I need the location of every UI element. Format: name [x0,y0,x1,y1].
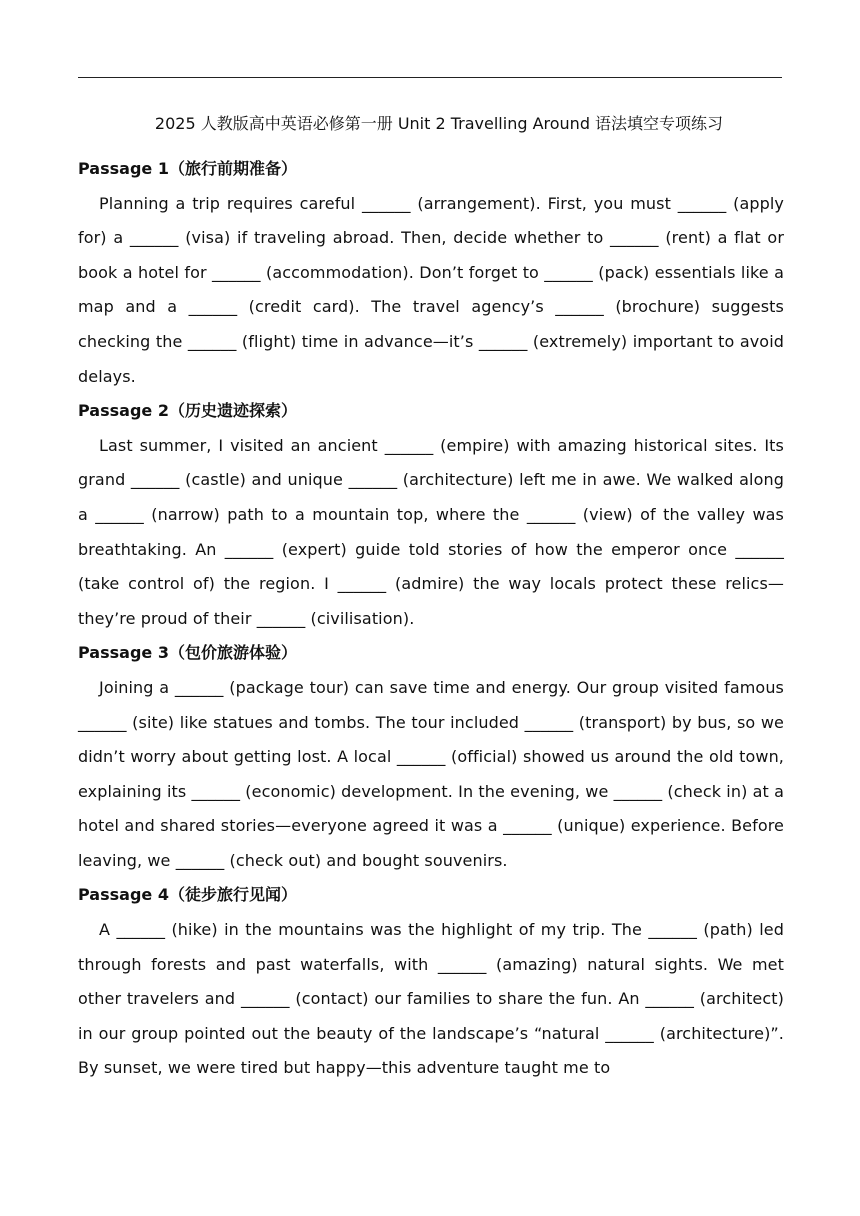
document-title: 2025 人教版高中英语必修第一册 Unit 2 Travelling Around 语法填空专项练习 [154,114,724,133]
header-rule [78,77,782,78]
passage-1 [78,152,784,394]
document-content [78,112,784,1086]
passage-3-heading: Passage 3（包价旅游体验） [78,643,297,663]
passage-2 [78,394,784,636]
passage-1-text: Planning a trip requires careful ______ (arrangement). First, you must ______ (apply for) a ______ (visa) if traveling abroad. Then, decide whether to ______ (rent) a flat or book a hotel for ______ (accommodation). Don’t forget to ______ (pack) essentials like a map and a ______ (credit card). The travel agency’s ______ (brochure) suggests checking the ______ (flight) time in advance—it’s ______ (extremely) important to avoid delays. [78,193,784,386]
passage-2-text: Last summer, I visited an ancient ______ (empire) with amazing historical sites. Its grand ______ (castle) and unique ______ (architecture) left me in awe. We walked along a ______ (narrow) path to a mountain top, where the ______ (view) of the valley was breathtaking. An ______ (expert) guide told stories of how the emperor once ______ (take control of) the region. I ______ (admire) the way locals protect these relics—they’re proud of their ______ (civilisation). [78,435,784,628]
passage-4-text: A ______ (hike) in the mountains was the highlight of my trip. The ______ (path) led through forests and past waterfalls, with ______ (amazing) natural sights. We met other travelers and ______ (contact) our families to share the fun. An ______ (architect) in our group pointed out the beauty of the landscape’s “natural ______ (architecture)”. By sunset, we were tired but happy—this adventure taught me to [78,920,784,1078]
passage-4-heading: Passage 4（徒步旅行见闻） [78,885,297,905]
passage-4 [78,878,784,1086]
passage-3-text: Joining a ______ (package tour) can save time and energy. Our group visited famous ______ (site) like statues and tombs. The tour included ______ (transport) by bus, so we didn’t worry about getting lost. A local ______ (official) showed us around the old town, explaining its ______ (economic) development. In the evening, we ______ (check in) at a hotel and shared stories—everyone agreed it was a ______ (unique) experience. Before leaving, we ______ (check out) and bought souvenirs. [78,677,784,870]
passage-1-heading: Passage 1（旅行前期准备） [78,159,297,178]
passage-3 [78,636,784,878]
passage-2-heading: Passage 2（历史遗迹探索） [78,401,297,421]
